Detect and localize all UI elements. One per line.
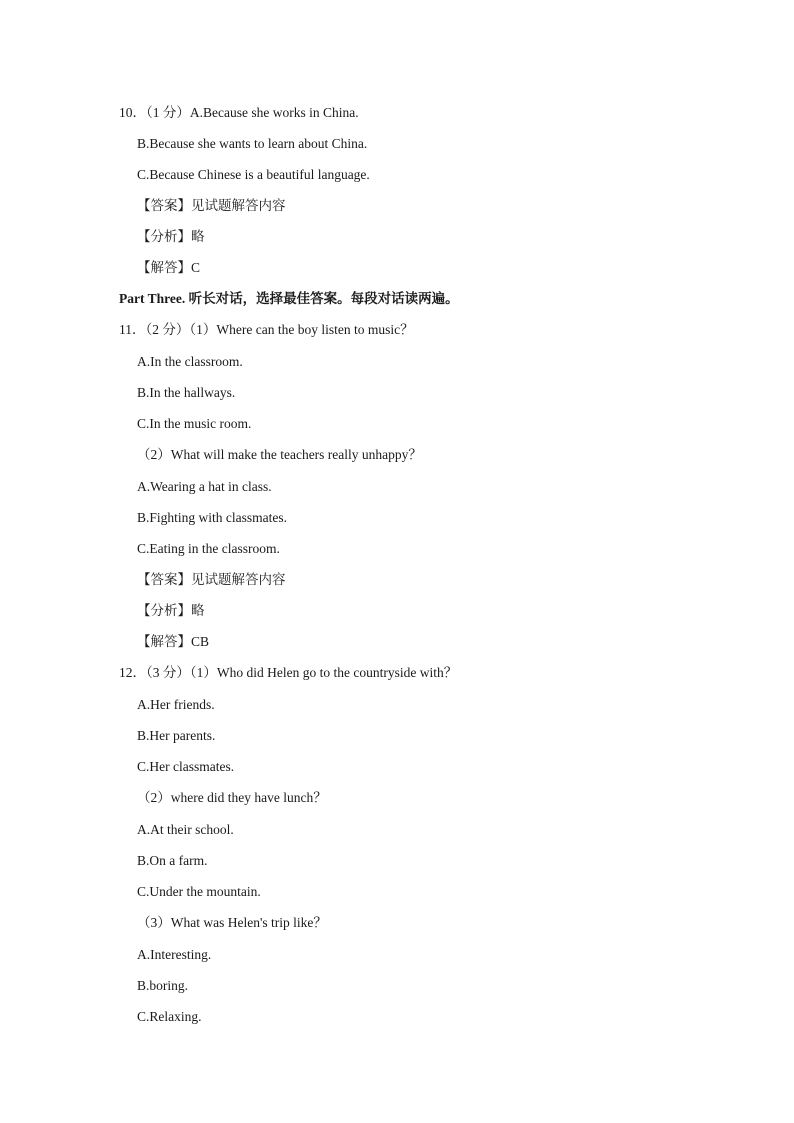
option-a: A.In the classroom. — [137, 354, 243, 369]
option-a: A.Her friends. — [137, 697, 215, 712]
sub-question: （3）What was Helen's trip like？ — [137, 915, 327, 930]
option-c: C.Under the mountain. — [137, 884, 261, 899]
option-b: B.Fighting with classmates. — [137, 510, 287, 525]
answer-label: 【答案】见试题解答内容 — [137, 198, 286, 213]
option-c: C.Because Chinese is a beautiful language. — [137, 167, 370, 182]
option-c: C.In the music room. — [137, 416, 252, 431]
answer-label: 【答案】见试题解答内容 — [137, 572, 286, 587]
option-b: B.In the hallways. — [137, 385, 236, 400]
option-b: B.Because she wants to learn about China. — [137, 136, 368, 151]
solution-label: 【解答】CB — [137, 634, 210, 649]
sub-question: （2）where did they have lunch？ — [137, 790, 327, 805]
question-10-header: 10．（1 分）A.Because she works in China. — [119, 105, 359, 120]
analysis-label: 【分析】略 — [137, 229, 205, 244]
option-b: B.Her parents. — [137, 728, 216, 743]
option-a: A.At their school. — [137, 822, 234, 837]
option-c: C.Relaxing. — [137, 1009, 202, 1024]
option-a: A.Wearing a hat in class. — [137, 479, 272, 494]
option-c: C.Eating in the classroom. — [137, 541, 280, 556]
question-11-header: 11．（2 分）（1）Where can the boy listen to music？ — [119, 322, 414, 337]
option-b: B.boring. — [137, 978, 189, 993]
option-b: B.On a farm. — [137, 853, 208, 868]
option-a: A.Interesting. — [137, 947, 212, 962]
solution-label: 【解答】C — [137, 260, 201, 275]
part-three-heading: Part Three. 听长对话，选择最佳答案。每段对话读两遍。 — [119, 291, 459, 306]
option-c: C.Her classmates. — [137, 759, 235, 774]
question-12-header: 12．（3 分）（1）Who did Helen go to the countryside with？ — [119, 665, 458, 680]
sub-question: （2）What will make the teachers really unhappy？ — [137, 447, 422, 462]
analysis-label: 【分析】略 — [137, 603, 205, 618]
